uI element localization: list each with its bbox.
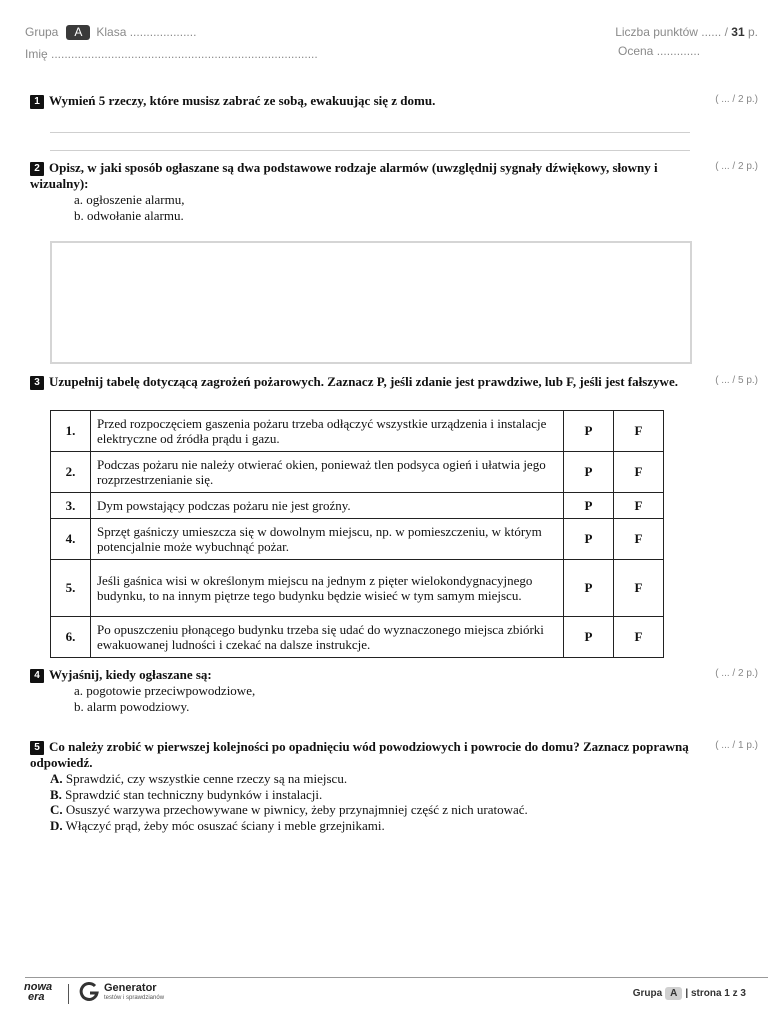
- statement: Po opuszczeniu płonącego budynku trzeba się udać do wyznaczonego miejsca zbiórki ewakuowanej ludności i czekać na dalsze instrukcje.: [91, 617, 564, 658]
- generator-subtitle: testów i sprawdzianów: [104, 995, 165, 1001]
- question-title: Uzupełnij tabelę dotyczącą zagrożeń pożarowych. Zaznacz P, jeśli zdanie jest prawdziwe, lub F, jeśli jest fałszywe.: [49, 374, 678, 389]
- class-field: Klasa ....................: [96, 25, 197, 39]
- generator-title: Generator: [104, 982, 157, 994]
- question-title: Co należy zrobić w pierwszej kolejności po opadnięciu wód powodziowych i powrocie do domu? Zaznacz poprawną odpowiedź.: [30, 739, 689, 770]
- question-item: a. ogłoszenie alarmu,: [74, 192, 185, 207]
- row-number: 3.: [51, 493, 91, 519]
- answer-option-b[interactable]: [30, 787, 690, 803]
- question-number: 4: [30, 669, 44, 683]
- answer-option-d[interactable]: [30, 818, 690, 834]
- table-row: [51, 411, 664, 452]
- answer-false[interactable]: F: [614, 519, 664, 560]
- logo-separator: [68, 984, 69, 1004]
- footer-group-label: Grupa: [632, 988, 663, 999]
- answer-true[interactable]: P: [564, 411, 614, 452]
- table-row: [51, 519, 664, 560]
- answer-true[interactable]: P: [564, 560, 614, 617]
- statement: Przed rozpoczęciem gaszenia pożaru trzeba odłączyć wszystkie urządzenia i instalacje elektryczne od źródła prądu i gazu.: [91, 411, 564, 452]
- logo-line-2: era: [28, 991, 45, 1003]
- generator-g-icon: [78, 981, 100, 1008]
- question-3: [30, 374, 685, 390]
- footer-group-badge: A: [665, 987, 682, 1000]
- answer-false[interactable]: F: [614, 411, 664, 452]
- question-1-points: ( ... / 2 p.): [715, 94, 758, 105]
- question-2-points: ( ... / 2 p.): [715, 161, 758, 172]
- option-text: Osuszyć warzywa przechowywane w piwnicy, żeby przynajmniej część z nich uratować.: [65, 802, 528, 817]
- question-item: b. odwołanie alarmu.: [74, 207, 184, 223]
- question-2: [30, 160, 694, 223]
- statement: Sprzęt gaśniczy umieszcza się w dowolnym miejscu, np. w pomieszczeniu, w którym potencjalnie może wybuchnąć pożar.: [91, 519, 564, 560]
- option-text: Włączyć prąd, żeby móc osuszać ściany i meble grzejnikami.: [65, 817, 385, 833]
- answer-false[interactable]: F: [614, 617, 664, 658]
- row-number: 2.: [51, 452, 91, 493]
- row-number: 6.: [51, 617, 91, 658]
- statement: Podczas pożaru nie należy otwierać okien, ponieważ tlen podsyca ogień i ułatwia jego rozprzestrzenianie się.: [91, 452, 564, 493]
- question-3-points: ( ... / 5 p.): [715, 375, 758, 386]
- nowa-era-logo: [24, 982, 52, 1002]
- question-number: 5: [30, 741, 44, 755]
- points-label: Liczba punktów ...... /: [615, 25, 728, 39]
- row-number: 4.: [51, 519, 91, 560]
- table-row: [51, 493, 664, 519]
- answer-false[interactable]: F: [614, 493, 664, 519]
- option-letter: C.: [50, 802, 63, 817]
- answer-false[interactable]: F: [614, 452, 664, 493]
- footer-page-info: [633, 987, 746, 1000]
- name-field: Imię ................................................................................: [25, 47, 318, 61]
- answer-true[interactable]: P: [564, 452, 614, 493]
- question-title: Opisz, w jaki sposób ogłaszane są dwa podstawowe rodzaje alarmów (uwzględnij sygnały dźwiękowy, słowny i wizualny):: [30, 160, 658, 191]
- answer-option-a[interactable]: [30, 771, 690, 787]
- statement: Jeśli gaśnica wisi w określonym miejscu na jednym z pięter wielokondygnacyjnego budynku, to na innym piętrze tego budynku będzie wisieć w tym samym miejscu.: [91, 560, 564, 617]
- statement: Dym powstający podczas pożaru nie jest groźny.: [91, 493, 564, 519]
- grade-field: Ocena .............: [618, 44, 701, 58]
- table-row: [51, 617, 664, 658]
- row-number: 1.: [51, 411, 91, 452]
- question-1: [30, 93, 690, 109]
- question-title: Wyjaśnij, kiedy ogłaszane są:: [49, 667, 212, 682]
- table-row: [51, 560, 664, 617]
- question-5: [30, 739, 690, 833]
- question-item: a. pogotowie przeciwpowodziowe,: [74, 683, 256, 698]
- row-number: 5.: [51, 560, 91, 617]
- question-item: b. alarm powodziowy.: [74, 698, 190, 714]
- question-number: 3: [30, 376, 44, 390]
- group-badge: A: [66, 25, 90, 40]
- option-letter: A.: [50, 771, 63, 786]
- answer-line: [50, 132, 690, 133]
- question-5-points: ( ... / 1 p.): [715, 740, 758, 751]
- question-number: 1: [30, 95, 44, 109]
- answer-true[interactable]: P: [564, 493, 614, 519]
- answer-option-c[interactable]: [30, 802, 690, 818]
- question-4: [30, 667, 690, 714]
- points-unit: p.: [747, 25, 758, 39]
- footer-divider: [25, 977, 768, 978]
- option-text: Sprawdzić stan techniczny budynków i instalacji.: [65, 786, 323, 802]
- question-title: Wymień 5 rzeczy, które musisz zabrać ze sobą, ewakuując się z domu.: [49, 93, 436, 108]
- logo-line-1: nowa: [24, 981, 53, 993]
- group-label: Grupa: [25, 25, 59, 39]
- option-letter: B.: [50, 786, 62, 802]
- question-4-points: ( ... / 2 p.): [715, 668, 758, 679]
- points-max: 31: [731, 25, 745, 39]
- answer-box[interactable]: [50, 241, 692, 364]
- page-number: | strona 1 z 3: [685, 988, 746, 999]
- option-letter: D.: [50, 817, 63, 833]
- true-false-table: [50, 410, 664, 658]
- answer-false[interactable]: F: [614, 560, 664, 617]
- answer-true[interactable]: P: [564, 519, 614, 560]
- question-number: 2: [30, 162, 44, 176]
- answer-line: [50, 150, 690, 151]
- points-summary: [615, 25, 758, 39]
- answer-true[interactable]: P: [564, 617, 614, 658]
- option-text: Sprawdzić, czy wszystkie cenne rzeczy są na miejscu.: [65, 771, 348, 786]
- header-group-line: [25, 25, 196, 40]
- table-row: [51, 452, 664, 493]
